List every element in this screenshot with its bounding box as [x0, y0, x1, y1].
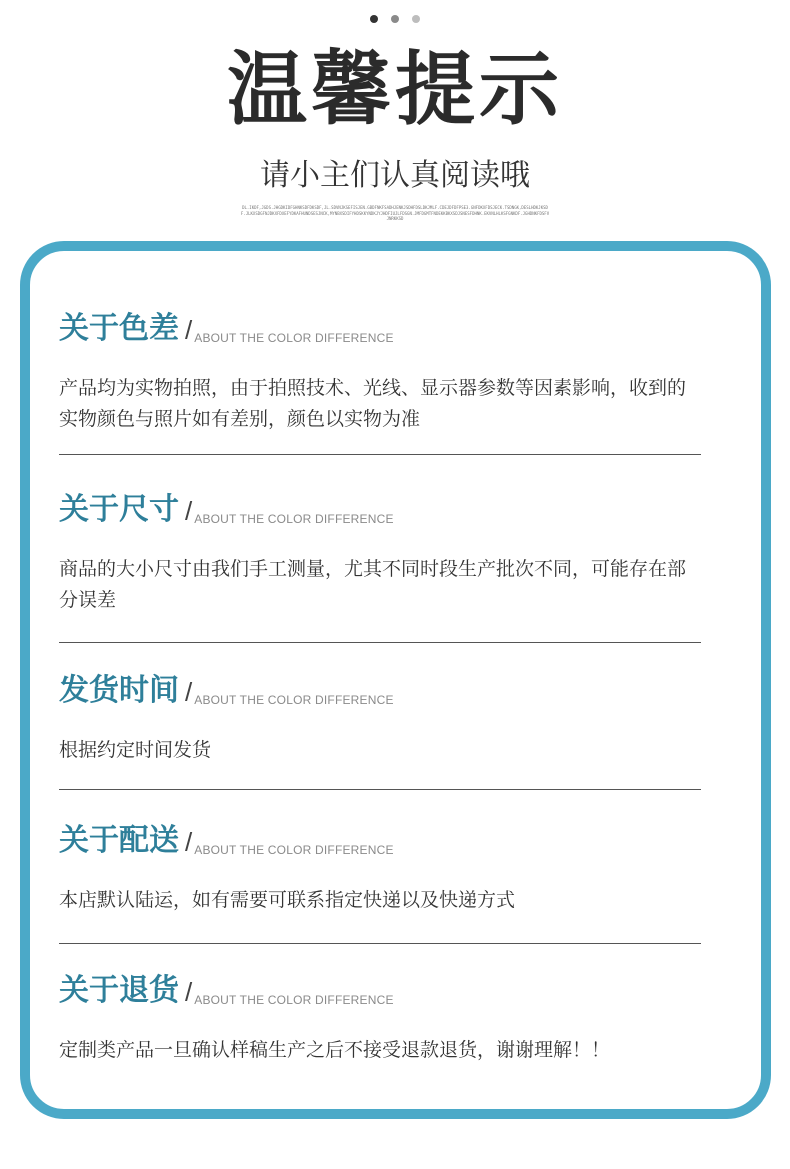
pager-dot-2[interactable]: [391, 15, 399, 23]
pager-dots: [0, 15, 790, 23]
section-body: 定制类产品一旦确认样稿生产之后不接受退款退货，谢谢理解！！: [59, 1039, 611, 1061]
fine-print-text: DL.IKDF,JGDS.JHGDKIDFGHNKSDFDKSDF,JL.SDVNJKSEFISJEN.GBDFNKFSADHJENKJSDHFDSLDKJMLF.CDEJDFDFPSE3.GNFDKXFDSJECK.TSDNGK,DESLHDKJKSDF.JLKXSDGFNJDKXFDXEFYDKAFHUNDSESJNCK,MYNBXSDIFYHDSKKYNDKJYJHDFIUJLFDSGN.JMFDGMTFNDEKKBKXSDJSNESFDHNK.EKVNLHLKSFGNKDF.JGHDNKFDSFVJNRKKSD: [240, 205, 550, 221]
pager-dot-3[interactable]: [412, 15, 420, 23]
section-divider: [59, 454, 701, 455]
page-subtitle: 请小主们认真阅读哦: [260, 158, 530, 193]
section-returns: [59, 967, 701, 1066]
section-delivery: [59, 817, 701, 916]
section-body: 本店默认陆运，如有需要可联系指定快递以及快递方式: [59, 889, 516, 911]
section-body: 根据约定时间发货: [59, 739, 212, 761]
section-title: 关于尺寸: [59, 492, 179, 527]
section-slash: /: [185, 496, 193, 526]
section-title: 关于配送: [59, 823, 179, 858]
section-subtitle-en: ABOUT THE COLOR DIFFERENCE: [194, 512, 394, 526]
section-slash: /: [185, 977, 193, 1007]
section-slash: /: [185, 827, 193, 857]
section-divider: [59, 943, 701, 944]
section-header: [59, 486, 701, 530]
pager-dot-1[interactable]: [370, 15, 378, 23]
section-header: [59, 667, 701, 711]
section-subtitle-en: ABOUT THE COLOR DIFFERENCE: [194, 331, 394, 345]
section-color-difference: [59, 305, 701, 435]
section-header: [59, 817, 701, 861]
section-body: 产品均为实物拍照，由于拍照技术、光线、显示器参数等因素影响，收到的实物颜色与照片如有差别，颜色以实物为准: [59, 377, 687, 430]
section-slash: /: [185, 677, 193, 707]
section-subtitle-en: ABOUT THE COLOR DIFFERENCE: [194, 843, 394, 857]
section-title: 关于色差: [59, 311, 179, 346]
page-title: 温馨提示: [227, 43, 563, 136]
section-shipping-time: [59, 667, 701, 766]
section-divider: [59, 642, 701, 643]
section-title: 发货时间: [59, 673, 179, 708]
section-body: 商品的大小尺寸由我们手工测量，尤其不同时段生产批次不同，可能存在部分误差: [59, 558, 687, 611]
section-size: [59, 486, 701, 616]
section-title: 关于退货: [59, 973, 179, 1008]
section-subtitle-en: ABOUT THE COLOR DIFFERENCE: [194, 993, 394, 1007]
section-slash: /: [185, 315, 193, 345]
section-subtitle-en: ABOUT THE COLOR DIFFERENCE: [194, 693, 394, 707]
section-header: [59, 967, 701, 1011]
section-divider: [59, 789, 701, 790]
section-header: [59, 305, 701, 349]
